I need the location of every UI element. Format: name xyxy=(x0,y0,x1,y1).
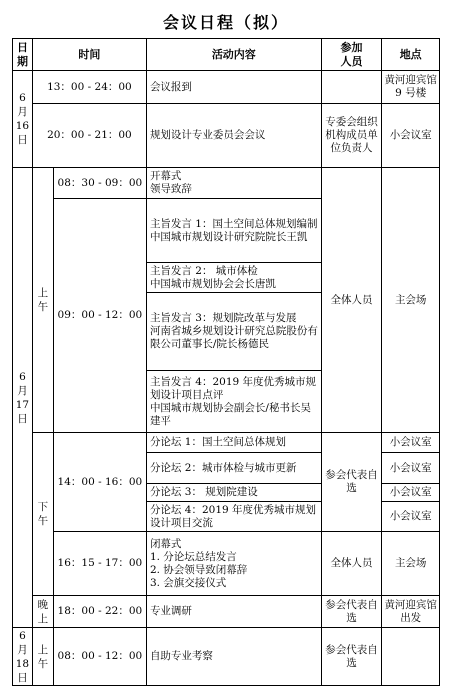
time-cell: 14：00 - 16：00 xyxy=(53,433,146,532)
time-cell: 08：00 - 12：00 xyxy=(53,628,146,686)
date-cell-18: 6 月 18 日 xyxy=(13,628,33,686)
venue-cell: 小会议室 xyxy=(382,433,440,453)
attendees-cell xyxy=(321,71,382,104)
time-cell: 18：00 - 22：00 xyxy=(53,596,146,628)
time-cell: 09：00 - 12：00 xyxy=(53,199,146,433)
table-row xyxy=(13,596,440,628)
attendees-cell: 全体人员 xyxy=(321,168,382,433)
attendees-cell: 参会代表自选 xyxy=(321,596,382,628)
page-title: 会议日程（拟） xyxy=(162,13,289,32)
time-cell: 08：30 - 09：00 xyxy=(53,168,146,199)
time-cell: 16：15 - 17：00 xyxy=(53,532,146,596)
activity-cell: 主旨发言 4：2019 年度优秀城市规划设计项目点评 中国城市规划协会副会长/秘书长吴建平 xyxy=(146,371,321,433)
activity-cell: 开幕式 领导致辞 xyxy=(146,168,321,199)
period-cell-morning-18: 上 午 xyxy=(32,628,53,686)
period-cell-afternoon: 下 午 xyxy=(32,433,53,596)
activity-cell: 闭幕式 1. 分论坛总结发言 2. 协会领导致闭幕辞 3. 会旗交接仪式 xyxy=(146,532,321,596)
time-cell: 13：00 - 24：00 xyxy=(32,71,146,104)
venue-cell: 小会议室 xyxy=(382,484,440,502)
venue-cell: 黄河迎宾馆出发 xyxy=(382,596,440,628)
venue-cell: 主会场 xyxy=(382,532,440,596)
header-venue: 地点 xyxy=(382,39,440,71)
table-row xyxy=(13,71,440,104)
venue-cell: 主会场 xyxy=(382,168,440,433)
time-cell: 20：00 - 21：00 xyxy=(32,104,146,168)
activity-cell: 主旨发言 2： 城市体检 中国城市规划协会会长唐凯 xyxy=(146,263,321,293)
activity-cell: 分论坛 2：城市体检与城市更新 xyxy=(146,453,321,484)
venue-cell: 小会议室 xyxy=(382,453,440,484)
activity-cell: 分论坛 4：2019 年度优秀城市规划设计项目交流 xyxy=(146,502,321,532)
activity-cell: 会议报到 xyxy=(146,71,321,104)
date-cell-16: 6 月 16 日 xyxy=(13,71,33,168)
schedule-table xyxy=(12,38,440,686)
table-row xyxy=(13,168,440,199)
header-row xyxy=(13,39,440,71)
date-cell-17: 6 月 17 日 xyxy=(13,168,33,628)
activity-cell: 自助专业考察 xyxy=(146,628,321,686)
attendees-cell: 专委会组织机构成员单位负责人 xyxy=(321,104,382,168)
header-activity: 活动内容 xyxy=(146,39,321,71)
activity-cell: 分论坛 3： 规划院建设 xyxy=(146,484,321,502)
attendees-cell: 全体人员 xyxy=(321,532,382,596)
venue-cell xyxy=(382,628,440,686)
activity-cell: 主旨发言 1：国土空间总体规划编制 中国城市规划设计研究院院长王凯 xyxy=(146,199,321,263)
table-row xyxy=(13,433,440,453)
period-cell-evening: 晚 上 xyxy=(32,596,53,628)
activity-cell: 规划设计专业委员会会议 xyxy=(146,104,321,168)
venue-cell: 黄河迎宾馆 9 号楼 xyxy=(382,71,440,104)
header-attendees: 参加 人员 xyxy=(321,39,382,71)
header-date: 日 期 xyxy=(13,39,33,71)
table-row xyxy=(13,532,440,596)
venue-cell: 小会议室 xyxy=(382,104,440,168)
activity-cell: 主旨发言 3：规划院改革与发展 河南省城乡规划设计研究总院股份有限公司董事长/院长杨德民 xyxy=(146,293,321,371)
table-row xyxy=(13,104,440,168)
period-cell-morning: 上 午 xyxy=(32,168,53,433)
activity-cell: 分论坛 1：国土空间总体规划 xyxy=(146,433,321,453)
venue-cell: 小会议室 xyxy=(382,502,440,532)
activity-cell: 专业调研 xyxy=(146,596,321,628)
attendees-cell: 参会代表自选 xyxy=(321,433,382,532)
header-time: 时间 xyxy=(32,39,146,71)
attendees-cell: 参会代表自选 xyxy=(321,628,382,686)
table-row xyxy=(13,628,440,686)
